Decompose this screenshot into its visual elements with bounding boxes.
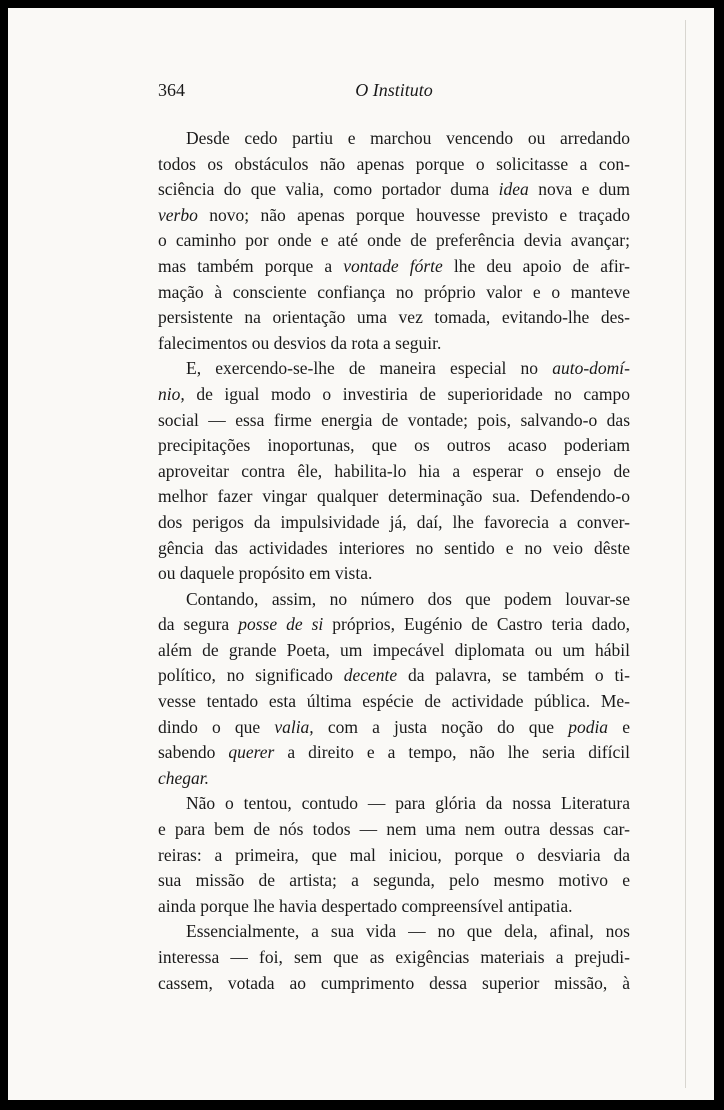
text-segment: gência das actividades interiores no sentido e no veio dêste [158, 537, 630, 558]
page-header [158, 80, 630, 104]
text-line [158, 919, 630, 945]
text-line [158, 868, 630, 894]
italic-text: valia, [274, 716, 314, 737]
italic-text: vontade fórte [343, 255, 443, 276]
text-segment: político, no significado [158, 665, 344, 686]
italic-text: querer [228, 742, 275, 763]
text-line [158, 152, 630, 178]
text-segment: sua missão de artista; a segunda, pelo mesmo motivo e [158, 870, 630, 891]
italic-text: decente [343, 665, 398, 686]
text-segment: com a justa noção do que [313, 716, 569, 737]
text-line [158, 894, 630, 920]
text-line [158, 638, 630, 664]
text-segment: mas também porque a [158, 255, 344, 276]
text-line [158, 689, 630, 715]
text-line [158, 228, 630, 254]
text-line [158, 177, 630, 203]
text-line [158, 126, 630, 152]
text-line [158, 971, 630, 997]
text-segment: sabendo [158, 742, 229, 763]
text-segment: mação à consciente confiança no próprio valor e o manteve [158, 281, 630, 302]
text-segment: de igual modo o investiria de superioridade no campo [184, 383, 630, 404]
text-line [158, 356, 630, 382]
text-line [158, 740, 630, 766]
text-segment: precipitações inoportunas, que os outros acaso poderiam [158, 435, 630, 456]
text-line [158, 612, 630, 638]
text-segment: da palavra, se também o ti- [397, 665, 630, 686]
text-line [158, 331, 630, 357]
text-segment: ou daquele propósito em vista. [158, 563, 373, 584]
page-number: 364 [158, 80, 185, 100]
text-segment: dos perigos da impulsividade já, daí, lhe favorecia a conver- [158, 511, 630, 532]
text-segment: da segura [158, 614, 239, 635]
text-segment: e [608, 716, 630, 737]
italic-text: chegar. [158, 767, 210, 788]
text-segment: melhor fazer vingar qualquer determinação sua. Defendendo-o [158, 486, 630, 507]
text-segment: Desde cedo partiu e marchou vencendo ou arredando [186, 128, 630, 148]
text-segment: vesse tentado esta última espécie de actividade pública. Me- [158, 691, 630, 712]
text-line [158, 766, 630, 792]
text-segment: social — essa firme energia de vontade; pois, salvando-o das [158, 409, 630, 430]
text-line [158, 484, 630, 510]
text-segment: interessa — foi, sem que as exigências materiais a prejudi- [158, 947, 630, 967]
italic-text: idea [498, 179, 529, 200]
italic-text: podia [568, 716, 609, 737]
text-segment: cassem, votada ao cumprimento dessa superior missão, à [158, 972, 630, 993]
text-segment: todos os obstáculos não apenas porque o solicitasse a con- [158, 153, 630, 174]
text-segment: novo; não apenas porque houvesse previsto e traçado [197, 204, 630, 225]
italic-text: nio, [158, 383, 185, 404]
text-segment: sciência do que valia, como portador duma [158, 179, 499, 200]
text-line [158, 408, 630, 434]
text-line [158, 280, 630, 306]
text-line [158, 433, 630, 459]
text-segment: lhe deu apoio de afir- [442, 255, 630, 276]
text-segment: aproveitar contra êle, habilita-lo hia a esperar o ensejo de [158, 460, 630, 481]
text-segment: Contando, assim, no número dos que podem louvar-se [186, 588, 630, 609]
book-page [8, 8, 714, 1100]
text-segment: dindo o que [158, 716, 275, 737]
text-segment: Essencialmente, a sua vida — no que dela, afinal, nos [186, 921, 630, 942]
text-line [158, 715, 630, 741]
text-line [158, 254, 630, 280]
text-segment: persistente na orientação uma vez tomada, evitando-lhe des- [158, 307, 630, 328]
text-line [158, 843, 630, 869]
text-line [158, 587, 630, 613]
text-segment: a direito e a tempo, não lhe seria difícil [274, 742, 630, 763]
text-segment: o caminho por onde e até onde de preferência devia avançar; [158, 230, 630, 251]
text-line [158, 536, 630, 562]
italic-text: verbo [158, 204, 198, 225]
text-segment: E, exercendo-se-lhe de maneira especial no [186, 358, 553, 379]
italic-text: posse de si [238, 614, 324, 635]
text-line [158, 561, 630, 587]
text-line [158, 382, 630, 408]
text-line [158, 663, 630, 689]
text-segment: falecimentos ou desvios da rota a seguir. [158, 332, 442, 353]
text-segment: nova e dum [528, 179, 630, 200]
text-segment: e para bem de nós todos — nem uma nem outra dessas car- [158, 819, 630, 840]
text-line [158, 305, 630, 331]
body-text [158, 126, 630, 996]
text-line [158, 203, 630, 229]
text-line [158, 817, 630, 843]
text-segment: próprios, Eugénio de Castro teria dado, [323, 614, 630, 635]
running-title: O Instituto [355, 80, 433, 100]
text-segment: ainda porque lhe havia despertado compreensível antipatia. [158, 895, 573, 916]
italic-text: auto-domí- [552, 358, 630, 379]
text-segment: além de grande Poeta, um impecável diplomata ou um hábil [158, 639, 630, 660]
text-segment: reiras: a primeira, que mal iniciou, porque o desviaria da [158, 844, 630, 865]
text-segment: Não o tentou, contudo — para glória da nossa Literatura [186, 793, 630, 814]
text-line [158, 459, 630, 485]
text-line [158, 945, 630, 971]
text-line [158, 510, 630, 536]
text-line [158, 791, 630, 817]
page-edge-line [685, 20, 686, 1088]
